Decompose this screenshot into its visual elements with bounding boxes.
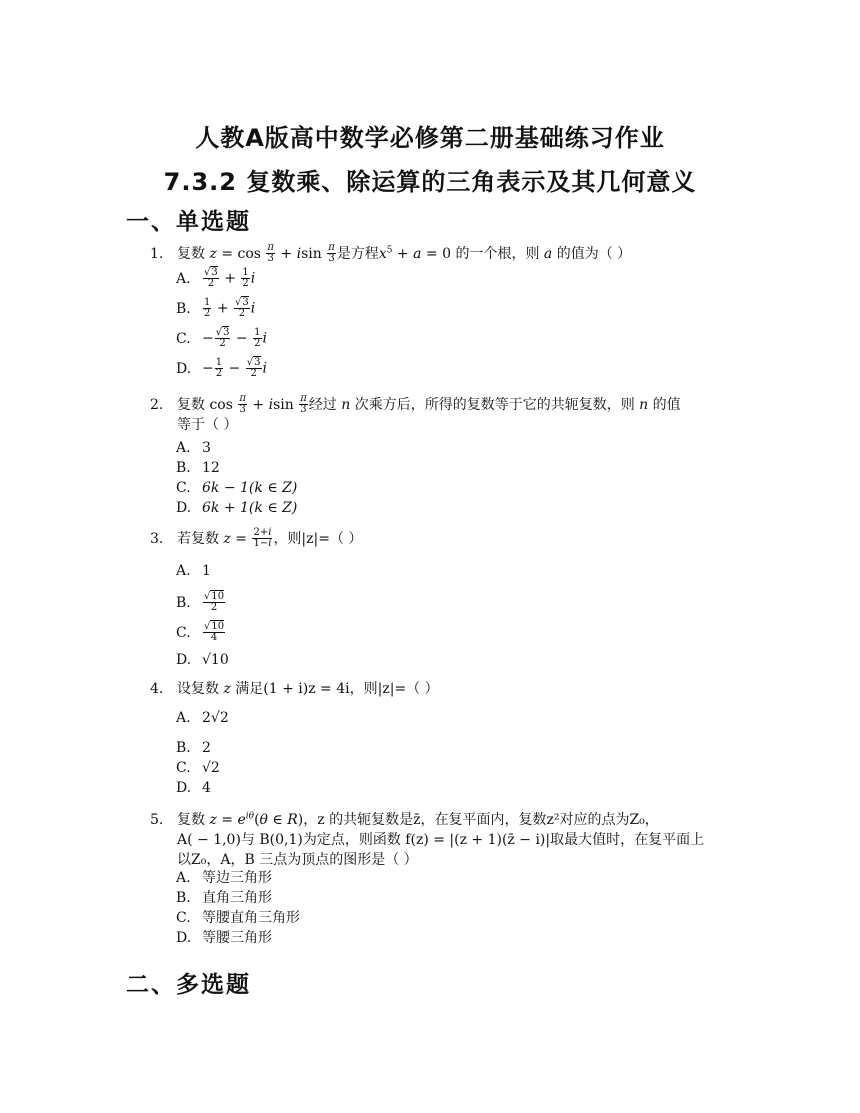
q3-option-b: B. $\frac{√10}{2}$ [176, 591, 225, 613]
q2-option-d: D. 6k + 1(k ∈ Z) [176, 500, 298, 516]
question-stem: 若复数 z = $\frac{2+i}{1-i}$ ，则|z|=（ ） [177, 527, 363, 549]
q3-option-d: D. √10 [176, 652, 229, 668]
question-5: 5. 复数 $z = e^{i\theta}(\theta$ ∈ R)，z 的共轭复数是z̄，在复平面内，复数z²对应的点为Z₀， A( − 1,0)与 B(0,1)为定点，则函数 f(z) = |(z + 1)(z̄ − i)|取最大值时，在复平面上 以Z₀，A，B 三点为顶点的图形是（ ） [150, 811, 705, 868]
q2-option-a: A. 3 [176, 440, 211, 456]
q4-option-b: B. 2 [176, 740, 211, 756]
page-subtitle: 7.3.2 复数乘、除运算的三角表示及其几何意义 [163, 168, 697, 196]
question-stem: 复数 cos $\frac{\pi}{3}$ + isin $\frac{\pi}{3}$ 经过 n 次乘方后，所得的复数等于它的共轭复数，则 n 的值 [177, 393, 681, 415]
section-heading-single-choice: 一、单选题 [126, 209, 251, 235]
question-number: 4. [150, 681, 164, 697]
q2-option-b: B. 12 [176, 460, 220, 476]
q4-option-d: D. 4 [176, 780, 211, 796]
question-3 [150, 528, 760, 549]
q5-option-a: A. 等边三角形 [176, 870, 272, 886]
question-stem: 复数 z = cos $\frac{\pi}{3}$ + isin $\frac{\pi}{3}$ 是方程$x^5 + a = 0$ 的一个根，则 a 的值为（ ） [177, 242, 632, 265]
q3-option-c: C. $\frac{√10}{4}$ [176, 621, 225, 643]
q1-option-a: A. $\frac{√3}{2}$ + $\frac{1}{2}$ i [176, 267, 256, 289]
question-stem: 设复数 z 满足(1 + i)z = 4i，则|z|=（ ） [177, 681, 439, 697]
q4-option-c: C. √2 [176, 760, 220, 776]
q1-option-c: C. − $\frac{√3}{2}$ − $\frac{1}{2}$ i [176, 327, 267, 349]
section-heading-multi-choice: 二、多选题 [126, 972, 251, 998]
question-4 [150, 679, 760, 699]
question-1 [150, 240, 760, 264]
question-stem: 复数 $z = e^{i\theta}(\theta$ ∈ R)，z 的共轭复数是z̄，在复平面内，复数z²对应的点为Z₀， [177, 811, 659, 828]
q2-option-c: C. 6k − 1(k ∈ Z) [176, 480, 298, 496]
question-number: 3. [150, 530, 164, 547]
page-title: 人教A版高中数学必修第二册基础练习作业 [195, 124, 665, 152]
question-number: 1. [150, 245, 164, 262]
q1-option-d: D. − $\frac{1}{2}$ − $\frac{√3}{2}$ i [176, 357, 267, 379]
question-number: 5. [150, 811, 164, 828]
question-2: 2. 复数 cos $\frac{\pi}{3}$ + isin $\frac{\pi}{3}$ 经过 n 次乘方后，所得的复数等于它的共轭复数，则 n 的值 等于（ ） [150, 393, 681, 433]
question-number: 2. [150, 396, 164, 413]
q5-option-b: B. 直角三角形 [176, 890, 272, 906]
q5-option-c: C. 等腰直角三角形 [176, 910, 300, 926]
q1-option-b: B. $\frac{1}{2}$ + $\frac{√3}{2}$ i [176, 297, 256, 319]
q5-option-d: D. 等腰三角形 [176, 930, 272, 946]
q3-option-a: A. 1 [176, 563, 211, 579]
q4-option-a: A. 2√2 [176, 710, 229, 726]
